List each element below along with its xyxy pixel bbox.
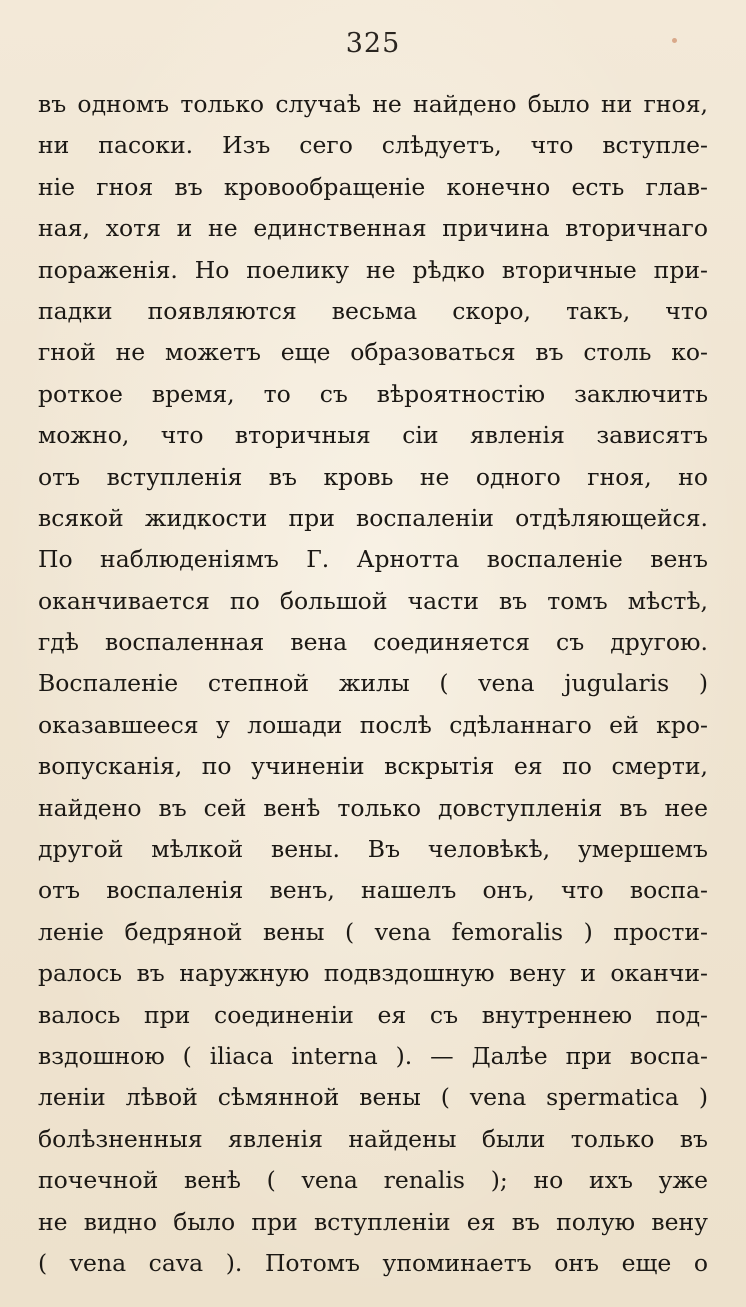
text-line: оказавшееся у лошади послѣ сдѣланнаго ей кро- <box>38 710 708 739</box>
text-line: отъ вступленія въ кровь не одного гноя, но <box>38 462 708 491</box>
text-line: ни пасоки. Изъ сего слѣдуетъ, что вступле- <box>38 131 708 160</box>
text-line: валось при соединеніи ея съ внутреннею под- <box>38 1000 708 1029</box>
text-line: найдено въ сей венѣ только довступленія въ нее <box>38 793 708 822</box>
page-text <box>38 84 708 1284</box>
text-line: ная, хотя и не единственная причина вторичнаго <box>38 214 708 243</box>
text-line: роткое время, то съ вѣроятностію заключить <box>38 379 708 408</box>
text-line: отъ воспаленія венъ, нашелъ онъ, что воспа- <box>38 876 708 905</box>
text-line: вздошною ( iliaca interna ). — Далѣе при воспа- <box>38 1041 708 1070</box>
text-line: почечной венѣ ( vena renalis ); но ихъ уже <box>38 1166 708 1195</box>
page-number: 325 <box>345 28 401 59</box>
text-line: всякой жидкости при воспаленіи отдѣляющейся. <box>38 503 708 532</box>
text-line: другой мѣлкой вены. Въ человѣкѣ, умершемъ <box>38 835 708 864</box>
text-line: не видно было при вступленіи ея въ полую вену <box>38 1207 708 1236</box>
text-line: ( vena cava ). Потомъ упоминаетъ онъ еще о <box>38 1248 708 1277</box>
text-line: вопусканія, по учиненіи вскрытія ея по смерти, <box>38 752 708 781</box>
text-line: можно, что вторичныя сіи явленія зависятъ <box>38 421 708 450</box>
text-line: ралось въ наружную подвздошную вену и оканчи- <box>38 959 708 988</box>
text-line: въ одномъ только случаѣ не найдено было ни гноя, <box>38 90 708 118</box>
text-line: гдѣ воспаленная вена соединяется съ другою. <box>38 628 708 657</box>
text-line: ніе гноя въ кровообращеніе конечно есть глав- <box>38 172 708 201</box>
text-line: пораженія. Но поелику не рѣдко вторичные при- <box>38 255 708 284</box>
text-line: гной не можетъ еще образоваться въ столь ко- <box>38 338 708 367</box>
text-line: леніи лѣвой сѣмянной вены ( vena spermatica ) <box>38 1083 708 1112</box>
text-line: леніе бедряной вены ( vena femoralis ) прости- <box>38 917 708 946</box>
text-line: По наблюденіямъ Г. Арнотта воспаленіе венъ <box>38 545 708 574</box>
text-line: падки появляются весьма скоро, такъ, что <box>38 296 708 325</box>
text-line: оканчивается по большой части въ томъ мѣстѣ, <box>38 586 708 615</box>
text-line: болѣзненныя явленія найдены были только въ <box>38 1124 708 1153</box>
text-line: Воспаленіе степной жилы ( vena jugularis ) <box>38 669 708 698</box>
